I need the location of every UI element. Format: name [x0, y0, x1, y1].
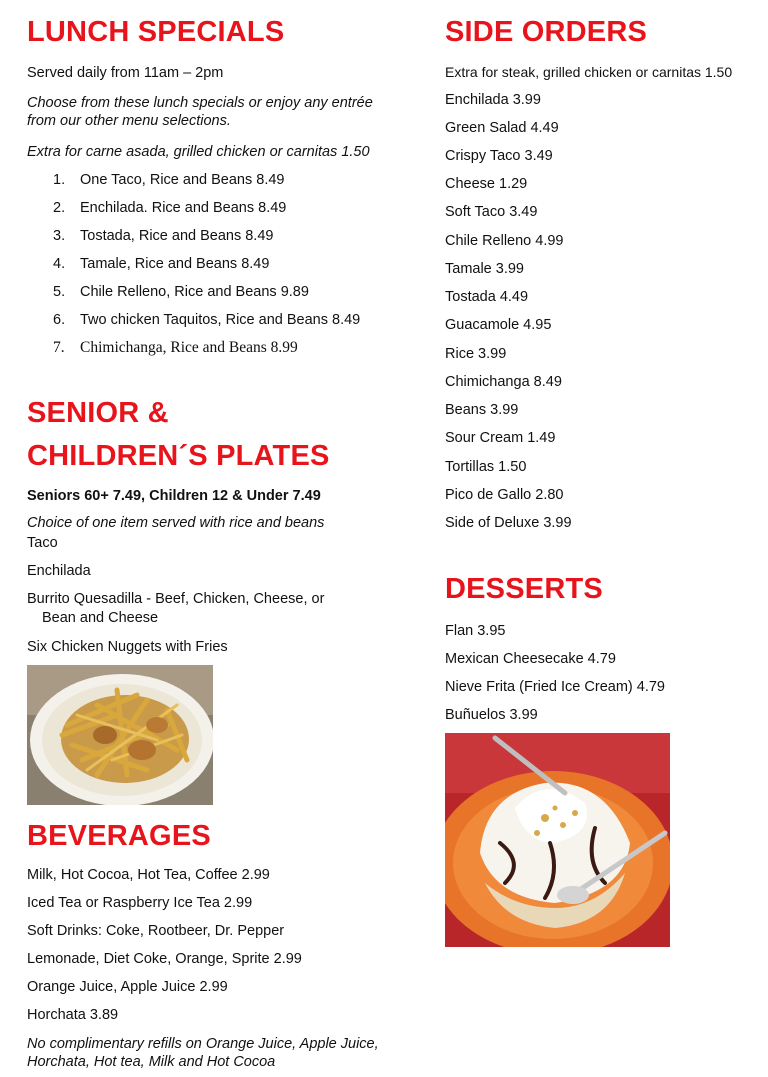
beverage-item: Soft Drinks: Coke, Rootbeer, Dr. Pepper — [27, 923, 285, 939]
side-item: Soft Taco 3.49 — [445, 204, 538, 220]
side-item: Side of Deluxe 3.99 — [445, 515, 572, 531]
side-item: Tortillas 1.50 — [445, 459, 527, 475]
desserts-heading: DESSERTS — [445, 573, 603, 605]
side-item: Tostada 4.49 — [445, 289, 529, 305]
senior-item-taco: Taco — [27, 535, 58, 551]
list-item: 4. Tamale, Rice and Beans 8.49 — [53, 256, 270, 272]
fried-ice-cream-photo — [445, 733, 670, 947]
side-item: Rice 3.99 — [445, 346, 507, 362]
side-item: Tamale 3.99 — [445, 261, 524, 277]
dessert-item: Flan 3.95 — [445, 623, 506, 639]
side-orders-heading: SIDE ORDERS — [445, 16, 648, 48]
dessert-item: Nieve Frita (Fried Ice Cream) 4.79 — [445, 679, 665, 695]
beverages-heading: BEVERAGES — [27, 820, 211, 852]
lunch-specials-heading: LUNCH SPECIALS — [27, 16, 285, 48]
dessert-item: Mexican Cheesecake 4.79 — [445, 651, 616, 667]
beverage-item: Lemonade, Diet Coke, Orange, Sprite 2.99 — [27, 951, 302, 967]
side-item: Beans 3.99 — [445, 402, 519, 418]
senior-item-enchilada: Enchilada — [27, 563, 91, 579]
lunch-choose-note: Choose from these lunch specials or enjoy any entrée from our other menu selections. — [27, 95, 373, 129]
beverage-item: Orange Juice, Apple Juice 2.99 — [27, 979, 228, 995]
side-item: Enchilada 3.99 — [445, 92, 541, 108]
dessert-item: Buñuelos 3.99 — [445, 707, 538, 723]
fries-plate-image — [27, 665, 213, 805]
senior-prices: Seniors 60+ 7.49, Children 12 & Under 7.49 — [27, 488, 321, 504]
side-item: Pico de Gallo 2.80 — [445, 487, 564, 503]
list-item: 6. Two chicken Taquitos, Rice and Beans 8.49 — [53, 312, 361, 328]
senior-choice-note: Choice of one item served with rice and beans — [27, 515, 325, 531]
lunch-served-hours: Served daily from 11am – 2pm — [27, 65, 224, 81]
beverage-item: Horchata 3.89 — [27, 1007, 119, 1023]
list-item: 1. One Taco, Rice and Beans 8.49 — [53, 172, 285, 188]
side-item: Crispy Taco 3.49 — [445, 148, 553, 164]
list-item: 2. Enchilada. Rice and Beans 8.49 — [53, 200, 287, 216]
beverages-refill-note: No complimentary refills on Orange Juice, Apple Juice, Horchata, Hot tea, Milk and Hot Cocoa — [27, 1036, 379, 1070]
senior-heading-line2: CHILDREN´S PLATES — [27, 440, 330, 472]
list-item: 5. Chile Relleno, Rice and Beans 9.89 — [53, 284, 309, 300]
side-item: Chile Relleno 4.99 — [445, 233, 564, 249]
side-item: Green Salad 4.49 — [445, 120, 559, 136]
list-item: 7. Chimichanga, Rice and Beans 8.99 — [53, 339, 298, 356]
side-orders-extra-note: Extra for steak, grilled chicken or carnitas 1.50 — [445, 64, 733, 80]
side-item: Chimichanga 8.49 — [445, 374, 562, 390]
senior-heading-line1: SENIOR & — [27, 397, 169, 429]
senior-item-nuggets: Six Chicken Nuggets with Fries — [27, 639, 228, 655]
side-item: Cheese 1.29 — [445, 176, 528, 192]
dessert-plate-image — [445, 733, 670, 947]
lunch-extra-note: Extra for carne asada, grilled chicken or carnitas 1.50 — [27, 144, 370, 160]
senior-item-burrito: Burrito Quesadilla - Beef, Chicken, Cheese, or Bean and Cheese — [27, 591, 325, 626]
beverage-item: Iced Tea or Raspberry Ice Tea 2.99 — [27, 895, 253, 911]
side-item: Guacamole 4.95 — [445, 317, 552, 333]
side-item: Sour Cream 1.49 — [445, 430, 556, 446]
nuggets-fries-photo — [27, 665, 213, 805]
beverage-item: Milk, Hot Cocoa, Hot Tea, Coffee 2.99 — [27, 867, 270, 883]
list-item: 3. Tostada, Rice and Beans 8.49 — [53, 228, 274, 244]
